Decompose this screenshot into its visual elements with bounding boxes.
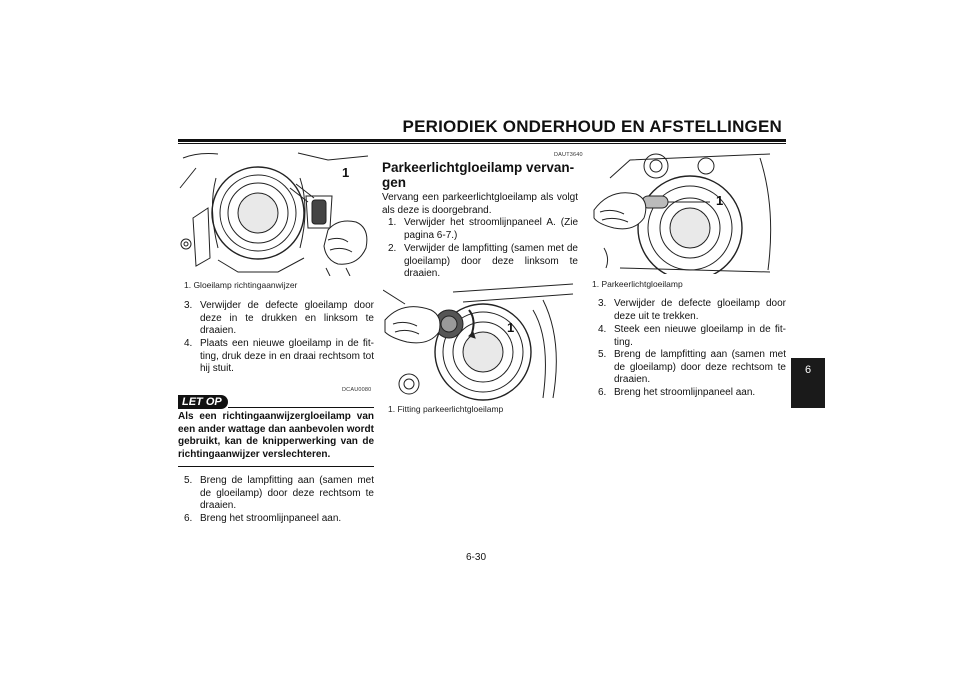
step-number: 5. [598, 349, 607, 360]
figure-callout-right: 1 [716, 193, 724, 208]
step-text: Verwijder de defecte gloeilamp door deze in te drukken en linksom te draaien. [200, 300, 374, 336]
step-text: Verwijder de defecte gloeilamp door deze uit te trekken. [614, 298, 786, 322]
chapter-tab[interactable]: 6 [791, 358, 825, 408]
list-item [598, 298, 786, 324]
list-item [388, 243, 578, 281]
section-code: DAUT3640 [554, 152, 583, 158]
caution-top-rule [228, 407, 374, 408]
caution-label: LET OP [178, 395, 228, 409]
figure-caption-middle: 1. Fitting parkeerlichtgloeilamp [388, 404, 504, 414]
list-item [184, 300, 374, 338]
step-text: Plaats een nieuwe gloeilamp in de fit-ting, druk deze in en draai rechtsom tot hij stuit. [200, 338, 374, 374]
step-number: 3. [598, 298, 607, 309]
step-number: 2. [388, 243, 397, 254]
step-number: 1. [388, 217, 397, 228]
step-text: Breng de lampfitting aan (samen met de gloeilamp) door deze rechtsom te draaien. [614, 349, 786, 385]
step-text: Verwijder de lampfitting (samen met de gloeilamp) door deze linksom te draaien. [404, 243, 578, 279]
list-item [598, 349, 786, 387]
step-number: 5. [184, 475, 193, 486]
step-text: Breng het stroomlijnpaneel aan. [200, 513, 342, 524]
list-item [598, 324, 786, 350]
step-text: Breng de lampfitting aan (samen met de gloeilamp) door deze rechtsom te draaien. [200, 475, 374, 511]
header-rule-thin [178, 143, 786, 144]
caution-bottom-rule [178, 466, 374, 467]
step-text: Verwijder het stroomlijnpaneel A. (Zie pagina 6-7.) [404, 217, 578, 241]
list-item [388, 217, 578, 243]
section-title: Parkeerlichtgloeilamp vervan-gen [382, 160, 575, 190]
step-number: 6. [598, 387, 607, 398]
page-number: 6-30 [466, 552, 487, 563]
figure-callout-middle: 1 [507, 320, 515, 335]
figure-caption-right: 1. Parkeerlichtgloeilamp [592, 279, 683, 289]
step-number: 6. [184, 513, 193, 524]
parking-light-socket-figure [383, 280, 579, 402]
list-item [184, 338, 374, 376]
list-item [184, 475, 374, 513]
step-text: Breng het stroomlijnpaneel aan. [614, 387, 756, 398]
list-item [598, 387, 786, 401]
parking-light-bulb-figure [590, 148, 786, 274]
page-header-title: PERIODIEK ONDERHOUD EN AFSTELLINGEN [402, 117, 782, 136]
caution-text: Als een richtingaanwijzergloeilamp van een ander wattage dan aanbevolen wordt gebruikt, kan de knipperwerking van de richtingaanwijzer verslechteren. [178, 411, 374, 460]
step-number: 3. [184, 300, 193, 311]
figure-caption-left: 1. Gloeilamp richtingaanwijzer [184, 280, 298, 290]
step-number: 4. [598, 324, 607, 335]
header-rule [178, 139, 786, 142]
list-item [184, 513, 374, 527]
caution-code: DCAU0080 [342, 387, 372, 393]
step-text: Steek een nieuwe gloeilamp in de fit-ting. [614, 324, 786, 348]
step-number: 4. [184, 338, 193, 349]
section-intro: Vervang een parkeerlichtgloeilamp als volgt als deze is doorgebrand. [382, 192, 578, 216]
figure-callout-left: 1 [342, 165, 350, 180]
